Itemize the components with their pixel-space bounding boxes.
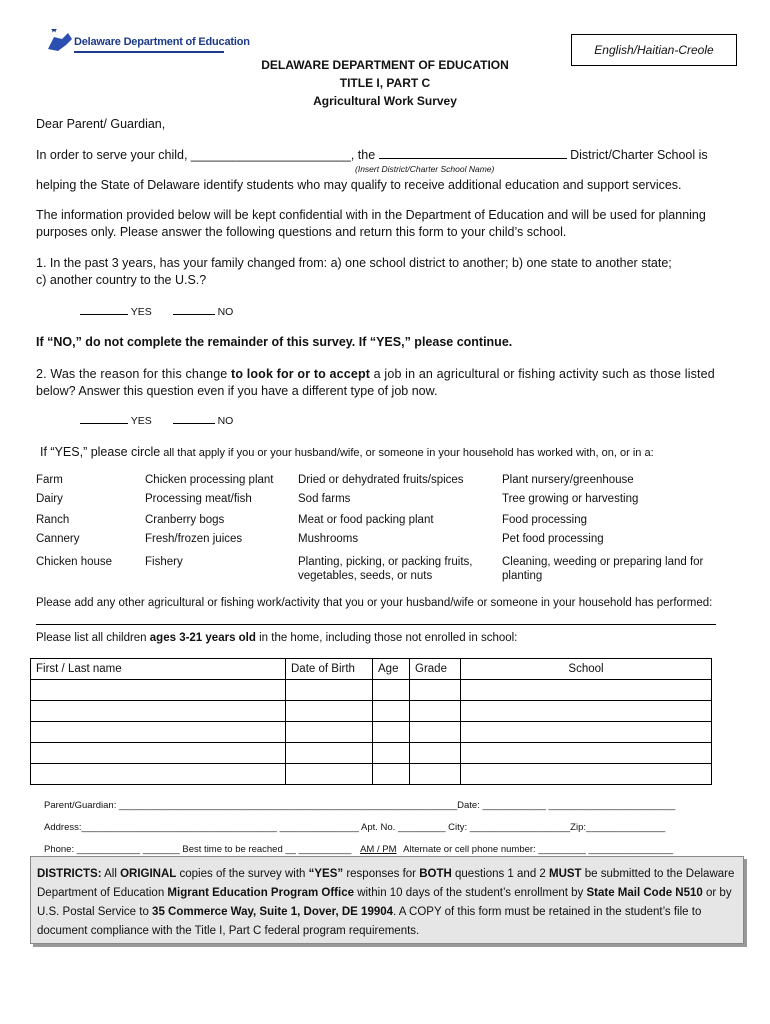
table-cell[interactable]: [31, 764, 286, 785]
intro-part2: District/Charter School is: [570, 148, 708, 162]
d-l1f: responses for: [343, 868, 420, 880]
ampm-label[interactable]: AM / PM: [360, 844, 397, 855]
col-grade-header: Grade: [410, 659, 461, 680]
table-cell[interactable]: [410, 743, 461, 764]
header-title: TITLE I, PART C: [339, 76, 431, 90]
table-cell[interactable]: [461, 764, 712, 785]
table-cell[interactable]: [410, 680, 461, 701]
header-department: DELAWARE DEPARTMENT OF EDUCATION: [261, 58, 509, 72]
activity-fishery[interactable]: Fishery: [145, 556, 183, 568]
q1-yes-field[interactable]: [80, 304, 128, 315]
d-l1i: MUST: [549, 868, 582, 880]
d-l1h: questions 1 and 2: [451, 868, 549, 880]
question2-line2: below? Answer this question even if you have a different type of job now.: [36, 384, 438, 398]
q2-pre: 2. Was the reason for this change: [36, 367, 232, 381]
q2-no-label: NO: [217, 415, 234, 427]
activity-cleaning-land[interactable]: Cleaning, weeding or preparing land for: [502, 556, 704, 568]
children-prompt: [36, 632, 517, 644]
activity-dairy[interactable]: Dairy: [36, 493, 63, 505]
confidential-line2: purposes only. Please answer the following questions and return this form to your child’s school.: [36, 225, 567, 239]
districts-line4: document compliance with the Title I, Part C federal program requirements.: [37, 925, 420, 937]
d-l2d: State Mail Code N510: [586, 887, 703, 899]
activity-sod-farms[interactable]: Sod farms: [298, 493, 351, 505]
question2-answers: [80, 413, 233, 427]
d-l2a: Department of Education: [37, 887, 168, 899]
activity-dried-fruits[interactable]: Dried or dehydrated fruits/spices: [298, 474, 464, 486]
language-label: English/Haitian-Creole: [571, 34, 737, 66]
table-cell[interactable]: [373, 764, 410, 785]
other-work-prompt: Please add any other agricultural or fishing work/activity that you or your husband/wife or someone in your household has performed:: [36, 597, 713, 609]
intro-line2: helping the State of Delaware identify students who may qualify to receive additional education and support services.: [36, 178, 682, 192]
delaware-doe-logo: [44, 29, 250, 57]
q2-yes-field[interactable]: [80, 413, 128, 424]
confidential-line1: The information provided below will be kept confidential with in the Department of Education and will be used for planning: [36, 208, 706, 222]
children-table: [30, 658, 712, 785]
activity-chicken-house[interactable]: Chicken house: [36, 556, 113, 568]
activity-planting-picking-cont: vegetables, seeds, or nuts: [298, 570, 433, 582]
activity-juices[interactable]: Fresh/frozen juices: [145, 533, 243, 545]
activity-mushrooms[interactable]: Mushrooms: [298, 533, 359, 545]
q1-no-field[interactable]: [173, 304, 215, 315]
d-l1g: BOTH: [419, 868, 452, 880]
table-cell[interactable]: [286, 701, 373, 722]
d-l1a: DISTRICTS:: [37, 868, 102, 880]
d-l2e: or by: [702, 887, 732, 899]
intro-part1: In order to serve your child, _______________________, the: [36, 148, 376, 162]
table-cell[interactable]: [461, 701, 712, 722]
table-cell[interactable]: [31, 722, 286, 743]
table-cell[interactable]: [286, 764, 373, 785]
logo-text: Delaware Department of Education: [74, 36, 250, 48]
parent-guardian-line[interactable]: Parent/Guardian: ________________________________________________________________Date: ____________ ________________________: [44, 800, 676, 811]
activity-plant-nursery[interactable]: Plant nursery/greenhouse: [502, 474, 634, 486]
districts-line2: [37, 884, 737, 903]
col-name-header: First / Last name: [31, 659, 286, 680]
districts-instructions-box: [30, 856, 744, 944]
table-row: [31, 680, 712, 701]
table-cell[interactable]: [461, 722, 712, 743]
table-cell[interactable]: [373, 743, 410, 764]
table-row: [31, 722, 712, 743]
activity-cannery[interactable]: Cannery: [36, 533, 80, 545]
table-cell[interactable]: [373, 701, 410, 722]
activity-food-processing[interactable]: Food processing: [502, 514, 588, 526]
table-cell[interactable]: [286, 743, 373, 764]
phone-field[interactable]: Phone: ____________ _______ Best time to be reached __ __________: [44, 844, 352, 855]
col-dob-header: Date of Birth: [286, 659, 373, 680]
activity-pet-food[interactable]: Pet food processing: [502, 533, 604, 545]
intro-line1: [36, 146, 708, 164]
d-l3a: U.S. Postal Service to: [37, 906, 153, 918]
table-cell[interactable]: [461, 743, 712, 764]
table-cell[interactable]: [410, 701, 461, 722]
circle-instruction: [40, 443, 654, 461]
question2-line1: [36, 366, 715, 383]
question1-line1: 1. In the past 3 years, has your family changed from: a) one school district to another; b) one state to another state;: [36, 256, 672, 270]
d-l1b: All: [101, 868, 121, 880]
instruction-if-no: If “NO,” do not complete the remainder of this survey. If “YES,” please continue.: [36, 335, 513, 349]
d-l1d: copies of the survey with: [176, 868, 309, 880]
other-work-field[interactable]: [36, 624, 716, 625]
activity-meat-packing[interactable]: Meat or food packing plant: [298, 514, 434, 526]
children-pre: Please list all children: [36, 632, 150, 644]
greeting: Dear Parent/ Guardian,: [36, 117, 166, 131]
d-l1c: ORIGINAL: [120, 868, 177, 880]
d-l2b: Migrant Education Program Office: [167, 887, 354, 899]
table-cell[interactable]: [31, 680, 286, 701]
table-row: [31, 743, 712, 764]
d-l3c: . A COPY of this form must be retained in the student’s file to: [393, 906, 702, 918]
table-cell[interactable]: [461, 680, 712, 701]
d-l1e: “YES”: [308, 868, 344, 880]
table-row: [31, 701, 712, 722]
q2-no-field[interactable]: [173, 413, 215, 424]
activity-cleaning-land-cont: planting: [502, 570, 543, 582]
question1-answers: [80, 304, 233, 318]
q2-bold: to look for or to accept: [231, 367, 371, 381]
address-line[interactable]: Address:_____________________________________ _______________ Apt. No. _________ City: ___________________Zip:_______________: [44, 822, 666, 833]
children-table-header: [31, 659, 712, 680]
table-cell[interactable]: [31, 701, 286, 722]
table-cell[interactable]: [286, 680, 373, 701]
q2-post: a job in an agricultural or fishing activity such as those listed: [370, 367, 715, 381]
activity-planting-picking[interactable]: Planting, picking, or packing fruits,: [298, 556, 473, 568]
alt-phone-field[interactable]: Alternate or cell phone number: _________ ________________: [403, 844, 674, 855]
table-cell[interactable]: [373, 680, 410, 701]
table-row: [31, 764, 712, 785]
district-name-field[interactable]: [379, 146, 567, 159]
circle-instr-post: all that apply if you or your husband/wife, or someone in your household has worked with, on, or in a:: [160, 447, 654, 459]
table-cell[interactable]: [410, 764, 461, 785]
activity-ranch[interactable]: Ranch: [36, 514, 70, 526]
table-cell[interactable]: [373, 722, 410, 743]
districts-instructions-text: [37, 865, 737, 941]
children-bold: ages 3-21 years old: [149, 632, 256, 644]
col-age-header: Age: [373, 659, 410, 680]
activity-farm[interactable]: Farm: [36, 474, 63, 486]
table-cell[interactable]: [410, 722, 461, 743]
children-post: in the home, including those not enrolled in school:: [255, 632, 518, 644]
d-l1j: be submitted to the Delaware: [581, 868, 735, 880]
table-cell[interactable]: [31, 743, 286, 764]
table-cell[interactable]: [286, 722, 373, 743]
q1-no-label: NO: [217, 306, 234, 318]
header-survey-name: Agricultural Work Survey: [313, 94, 457, 108]
logo-emblem-icon: [44, 29, 76, 57]
circle-instr-pre: If “YES,” please circle: [40, 445, 161, 459]
activity-cranberry[interactable]: Cranberry bogs: [145, 514, 225, 526]
q1-yes-label: YES: [130, 306, 152, 318]
d-l2c: within 10 days of the student’s enrollment by: [354, 887, 587, 899]
q2-yes-label: YES: [130, 415, 152, 427]
activity-chicken-processing[interactable]: Chicken processing plant: [145, 474, 274, 486]
district-field-note: (Insert District/Charter School Name): [355, 164, 495, 174]
d-l3b: 35 Commerce Way, Suite 1, Dover, DE 19904: [152, 906, 394, 918]
activity-processing-meat[interactable]: Processing meat/fish: [145, 493, 252, 505]
question1-line2: c) another country to the U.S.?: [36, 273, 207, 287]
districts-line1: [37, 865, 737, 884]
col-school-header: School: [461, 659, 712, 680]
districts-line3: [37, 903, 737, 922]
activity-tree-growing[interactable]: Tree growing or harvesting: [502, 493, 639, 505]
phone-line: [44, 844, 673, 855]
